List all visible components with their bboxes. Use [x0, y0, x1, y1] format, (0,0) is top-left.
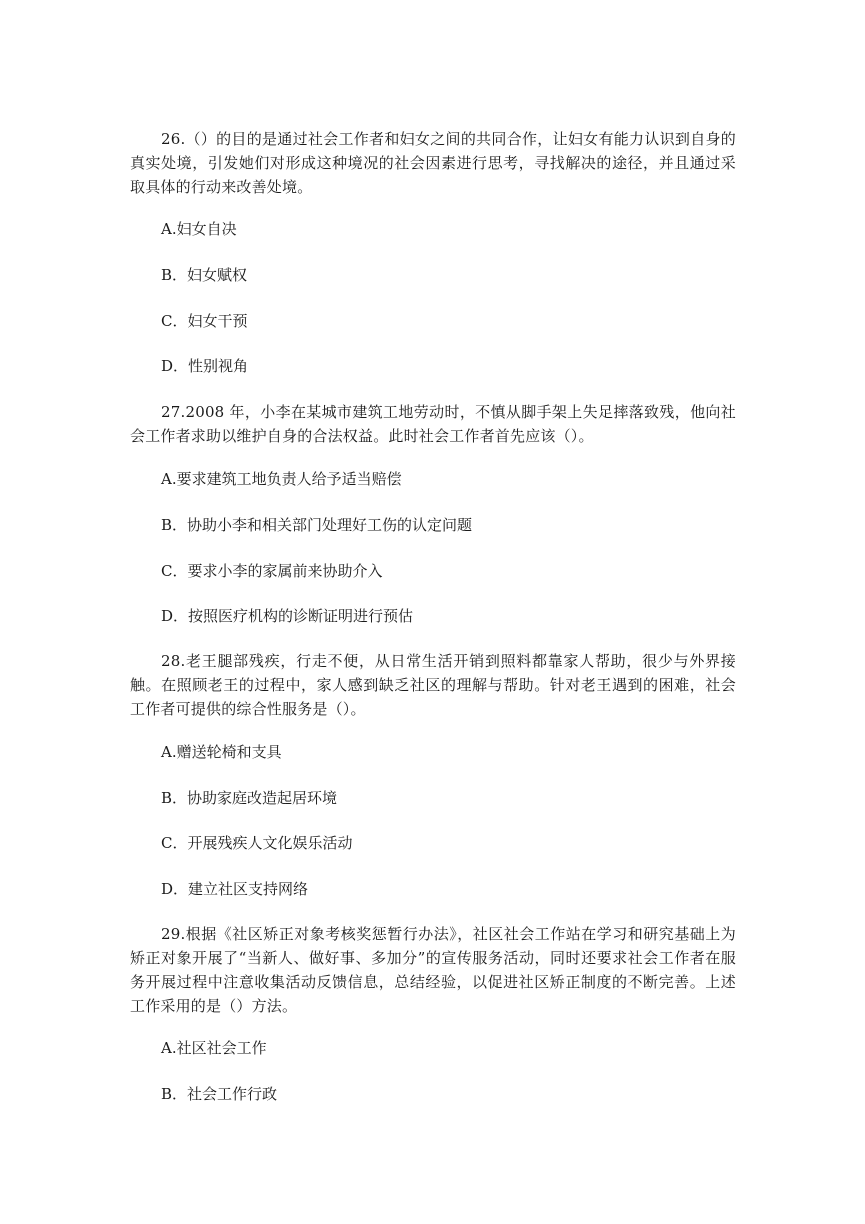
option-b: B．协助小李和相关部门处理好工伤的认定问题	[161, 516, 473, 534]
option-c: C．妇女干预	[161, 312, 248, 330]
option-b: B．协助家庭改造起居环境	[161, 789, 338, 807]
option-a: A.要求建筑工地负责人给予适当赔偿	[161, 470, 402, 488]
option-c: C．要求小李的家属前来协助介入	[161, 562, 383, 580]
option-a: A.社区社会工作	[161, 1039, 267, 1057]
option-b: B．社会工作行政	[161, 1085, 278, 1103]
option-c: C．开展残疾人文化娱乐活动	[161, 834, 353, 852]
option-d: D．性别视角	[161, 357, 249, 375]
question-stem: 27.2008 年，小李在某城市建筑工地劳动时，不慎从脚手架上失足摔落致残，他向社会工作者求助以维护自身的合法权益。此时社会工作者首先应该（）。	[130, 403, 736, 445]
option-d: D．按照医疗机构的诊断证明进行预估	[161, 607, 414, 625]
option-a: A.妇女自决	[161, 220, 237, 238]
question-stem: 28.老王腿部残疾，行走不便，从日常生活开销到照料都靠家人帮助，很少与外界接触。在照顾老王的过程中，家人感到缺乏社区的理解与帮助。针对老王遇到的困难，社会工作者可提供的综合性服务是（）。	[130, 652, 736, 718]
option-b: B．妇女赋权	[161, 266, 248, 284]
option-d: D．建立社区支持网络	[161, 880, 309, 898]
option-a: A.赠送轮椅和支具	[161, 743, 282, 761]
question-stem: 29.根据《社区矫正对象考核奖惩暂行办法》，社区社会工作站在学习和研究基础上为矫正对象开展了“当新人、做好事、多加分”的宣传服务活动，同时还要求社会工作者在服务开展过程中注意收集活动反馈信息，总结经验，以促进社区矫正制度的不断完善。上述工作采用的是（）方法。	[130, 925, 736, 1015]
question-stem: 26.（）的目的是通过社会工作者和妇女之间的共同合作，让妇女有能力认识到自身的真实处境，引发她们对形成这种境况的社会因素进行思考，寻找解决的途径，并且通过采取具体的行动来改善处境。	[130, 130, 736, 196]
